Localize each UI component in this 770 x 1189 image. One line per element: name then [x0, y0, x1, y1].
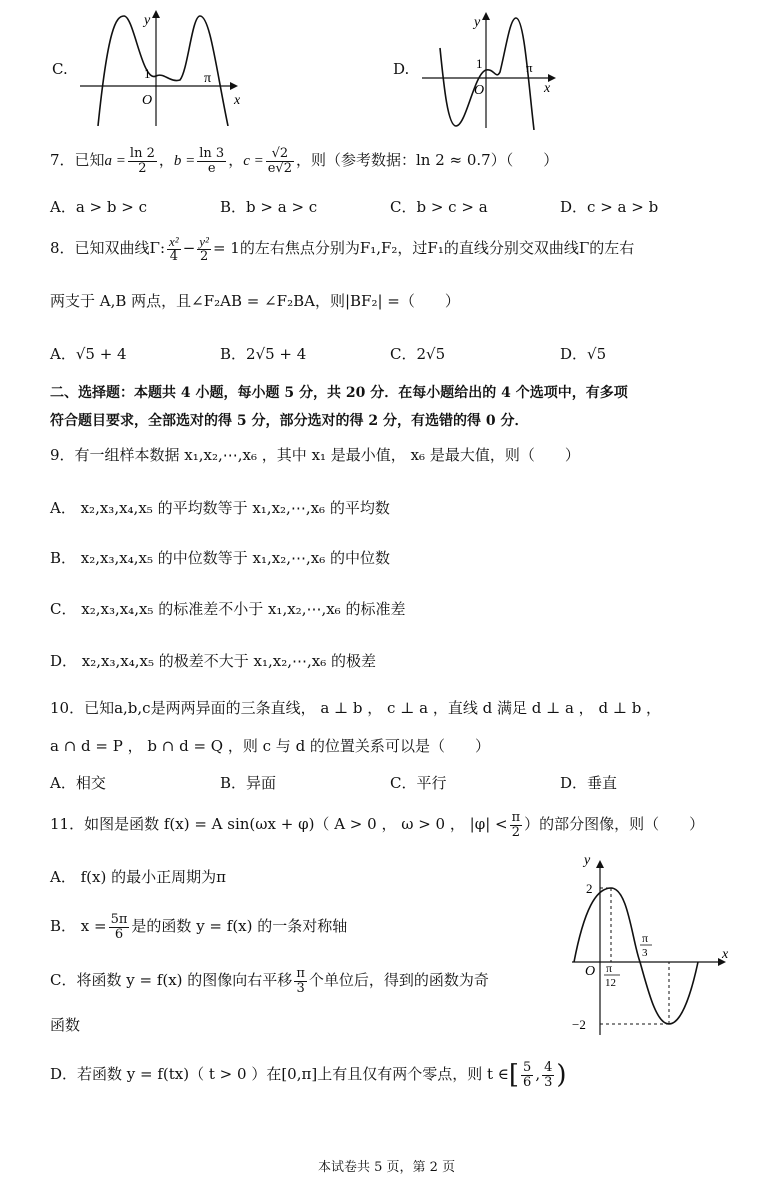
- graph-d-origin: O: [474, 83, 485, 98]
- q11-y-label: y: [584, 853, 591, 868]
- q7-option-d: D．c > a > b: [560, 198, 659, 216]
- q11-origin: O: [585, 964, 596, 979]
- q7-option-c: C．b > c > a: [390, 198, 488, 216]
- q10-option-b: B．异面: [220, 774, 277, 792]
- q11-graph: [560, 850, 740, 1040]
- q6-graph-c: [80, 8, 240, 126]
- q7-a-frac: $\frac{\ln 2}{2}$: [129, 145, 155, 176]
- graph-c-y-arrow: [152, 10, 160, 18]
- q11-option-a: A． f(x) 的最小正周期为π: [50, 868, 226, 886]
- graph-c-x-label: x: [234, 93, 240, 108]
- graph-d-curve: [440, 18, 534, 130]
- page-footer: 本试卷共 5 页，第 2 页: [318, 1160, 456, 1175]
- q7-option-a: A．a > b > c: [50, 198, 147, 216]
- q6-graph-d: [420, 8, 560, 130]
- q9-option-b: B． x₂,x₃,x₄,x₅ 的中位数等于 x₁,x₂,⋯,x₆ 的中位数: [50, 549, 391, 567]
- q11-option-d: D．若函数 y = f(tx)（ t > 0 ）在[0,π]上有且仅有两个零点，则 t ∈[ $\frac{5}{6}$ , $\frac{4}{3}$ ): [50, 1059, 567, 1090]
- section2-line1: 二、选择题：本题共 4 小题，每小题 5 分，共 20 分．在每小题给出的 4 个选项中，有多项: [50, 385, 628, 401]
- q10-option-a: A．相交: [50, 774, 106, 792]
- q11-pi12-den: 12: [605, 977, 616, 989]
- q11-d-frac1: $\frac{5}{6}$: [523, 1059, 532, 1090]
- q8-stem-line2: 两支于 A,B 两点，且∠F₂AB = ∠F₂BA，则|BF₂| =（ ）: [50, 292, 460, 310]
- graph-c-pi: π: [204, 71, 212, 86]
- q10-stem-line2: a ∩ d = P ， b ∩ d = Q ，则 c 与 d 的位置关系可以是（ ）: [50, 737, 490, 755]
- q11-option-c: C．将函数 y = f(x) 的图像向右平移 $\frac{\pi}{3}$ 个单位后，得到的函数为奇: [50, 965, 489, 996]
- graph-c-x-arrow: [230, 82, 238, 90]
- q8-x-frac: $\frac{\text{x²}}{4}$: [169, 233, 179, 264]
- q9-stem: 9．有一组样本数据 x₁,x₂,⋯,x₆ ，其中 x₁ 是最小值， x₆ 是最大值，则（ ）: [50, 446, 580, 464]
- q8-y-frac: $\frac{\text{y²}}{2}$: [199, 233, 209, 264]
- q11-b-frac: $\frac{5\pi}{6}$: [110, 911, 128, 942]
- graph-c-origin: O: [142, 93, 153, 108]
- section2-line2: 符合题目要求，全部选对的得 5 分，部分选对的得 2 分，有选错的得 0 分．: [50, 413, 529, 429]
- q11-phi-frac: $\frac{\pi}{2}$: [511, 809, 521, 840]
- q11-min-label: −2: [572, 1017, 586, 1032]
- q8-option-c: C．2√5: [390, 345, 446, 363]
- graph-c-one: 1: [144, 66, 151, 81]
- q6-option-d-label: D.: [393, 60, 410, 78]
- q11-max-label: 2: [586, 881, 593, 896]
- q11-stem: 11．如图是函数 f(x) = A sin(ωx + φ)（ A > 0 ， ω > 0 ， |φ| < $\frac{\pi}{2}$ ）的部分图像，则（ ）: [50, 809, 705, 840]
- graph-d-y-label: y: [474, 15, 481, 30]
- q11-option-c-line2: 函数: [50, 1016, 81, 1034]
- q10-option-c: C．平行: [390, 774, 447, 792]
- graph-d-y-arrow: [482, 12, 490, 20]
- q11-pi3-den: 3: [642, 947, 648, 959]
- q9-option-c: C． x₂,x₃,x₄,x₅ 的标准差不小于 x₁,x₂,⋯,x₆ 的标准差: [50, 600, 406, 618]
- q11-d-frac2: $\frac{4}{3}$: [544, 1059, 553, 1090]
- graph-d-one: 1: [476, 56, 483, 71]
- q11-x-label: x: [722, 947, 729, 962]
- q9-option-a: A． x₂,x₃,x₄,x₅ 的平均数等于 x₁,x₂,⋯,x₆ 的平均数: [50, 499, 390, 517]
- q10-option-d: D．垂直: [560, 774, 618, 792]
- q7-stem: 7．已知a = $\frac{\ln 2}{2}$ ，b = $\frac{\ln 3}{e}$ ，c = $\frac{√2}{e√2}$ ，则（参考数据：ln 2 ≈ 0.7）（ ）: [50, 145, 559, 176]
- q11-y-arrow: [596, 860, 604, 868]
- q11-c-frac: $\frac{\pi}{3}$: [296, 965, 305, 996]
- q8-stem-line1: 8．已知双曲线Γ: $\frac{\text{x²}}{4}$ − $\frac{\text{y²}}{2}$ = 1的左右焦点分别为F₁,F₂，过F₁的直线分别交双曲线Γ的左右: [50, 233, 635, 264]
- q7-b-frac: $\frac{\ln 3}{e}$: [199, 145, 225, 176]
- q11-curve: [574, 888, 698, 1024]
- graph-d-x-label: x: [544, 81, 551, 96]
- graph-c-y-label: y: [144, 13, 151, 28]
- q11-pi3-num: π: [642, 931, 649, 945]
- q7-c-frac: $\frac{√2}{e√2}$: [267, 145, 292, 176]
- q7-option-b: B．b > a > c: [220, 198, 318, 216]
- q11-pi12-num: π: [606, 961, 613, 975]
- graph-d-pi: π: [526, 60, 533, 75]
- q10-stem-line1: 10．已知a,b,c是两两异面的三条直线， a ⊥ b ， c ⊥ a ，直线 d 满足 d ⊥ a ， d ⊥ b ，: [50, 699, 662, 717]
- q8-option-b: B．2√5 + 4: [220, 345, 307, 363]
- q8-option-d: D．√5: [560, 345, 607, 363]
- q6-option-c-label: C.: [52, 60, 68, 78]
- q8-option-a: A．√5 + 4: [50, 345, 127, 363]
- q9-option-d: D． x₂,x₃,x₄,x₅ 的极差不大于 x₁,x₂,⋯,x₆ 的极差: [50, 652, 377, 670]
- q11-option-b: B． x = $\frac{5\pi}{6}$ 是的函数 y = f(x) 的一条对称轴: [50, 911, 348, 942]
